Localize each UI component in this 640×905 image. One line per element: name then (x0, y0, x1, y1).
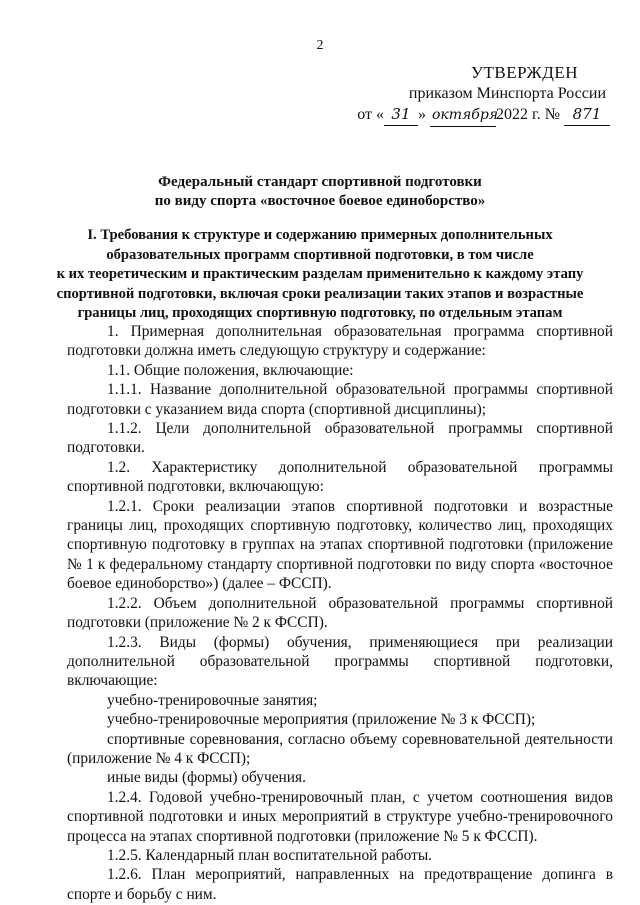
paragraph: 1.1. Общие положения, включающие: (107, 361, 354, 379)
approval-title: УТВЕРЖДЕН (471, 63, 578, 82)
document-title (0, 173, 640, 211)
paragraph: учебно-тренировочные мероприятия (приложение № 3 к ФССП); (107, 711, 536, 729)
paragraph: учебно-тренировочные занятия; (107, 691, 318, 709)
heading-line: к их теоретическим и практическим разделам применительно к каждому этапу (56, 266, 584, 282)
title-line: Федеральный стандарт спортивной подготовки (158, 174, 482, 190)
year-text: 2022 г. № (495, 106, 560, 123)
paragraph: 1.2.3. Виды (формы) обучения, применяющиеся при реализации дополнительной образовательной программы спортивной подготовки, включающие: (67, 633, 613, 690)
approval-org: приказом Минспорта России (408, 85, 606, 102)
date-prefix: от « (357, 106, 384, 123)
heading-line: образовательных программ спортивной подготовки, в том числе (106, 246, 534, 263)
paragraph: 1.2.1. Сроки реализации этапов спортивной подготовки и возрастные границы лиц, проходящих спортивную подготовку, количество лиц, проходящих спортивную подготовку в группах на этапах спортивной подготовки (приложение № 1 к федеральному стандарту спортивной подготовки по виду спорта «восточное боевое единоборство») (далее – ФССП). (67, 497, 613, 593)
document-body (67, 322, 613, 904)
heading-line: границы лиц, проходящих спортивную подготовку, по отдельным этапам (77, 305, 563, 321)
heading-line: спортивной подготовки, включая сроки реализации таких этапов и возрастные (56, 285, 584, 302)
paragraph: 1.1.1. Название дополнительной образовательной программы спортивной подготовки с указанием вида спорта (спортивной дисциплины); (67, 381, 613, 418)
paragraph: 1.2.2. Объем дополнительной образовательной программы спортивной подготовки (приложение № 2 к ФССП). (67, 594, 613, 632)
paragraph: спортивные соревнования, согласно объему соревновательной деятельности (приложение № 4 к ФССП); (67, 730, 613, 767)
paragraph: 1. Примерная дополнительная образовательная программа спортивной подготовки должна иметь следующую структуру и содержание: (67, 323, 613, 360)
handwritten-day: 31 (384, 104, 418, 126)
page-number: 2 (316, 38, 324, 53)
section-heading (40, 226, 600, 324)
approval-block (357, 62, 610, 127)
title-line: по виду спорта «восточное боевое единоборство» (154, 193, 486, 209)
paragraph: 1.1.2. Цели дополнительной образовательной программы спортивной подготовки. (67, 420, 613, 457)
handwritten-order-number: 871 (564, 104, 610, 126)
heading-line: I. Требования к структуре и содержанию примерных дополнительных (87, 227, 553, 243)
day-suffix: » (417, 106, 426, 123)
paragraph: 1.2.5. Календарный план воспитательной работы. (107, 846, 433, 864)
handwritten-month: октября (430, 105, 496, 127)
paragraph: иные виды (формы) обучения. (107, 769, 306, 787)
approval-date-line (357, 104, 610, 127)
paragraph: 1.2.4. Годовой учебно-тренировочный план, с учетом соотношения видов спортивной подготовки и иных мероприятий в структуре учебно-тренировочного процесса на этапах спортивной подготовки (приложение № 5 к ФССП). (67, 788, 613, 845)
paragraph: 1.2.6. План мероприятий, направленных на предотвращение допинга в спорте и борьбу с ним. (67, 866, 613, 903)
paragraph: 1.2. Характеристику дополнительной образовательной программы спортивной подготовки, включающую: (67, 458, 613, 496)
